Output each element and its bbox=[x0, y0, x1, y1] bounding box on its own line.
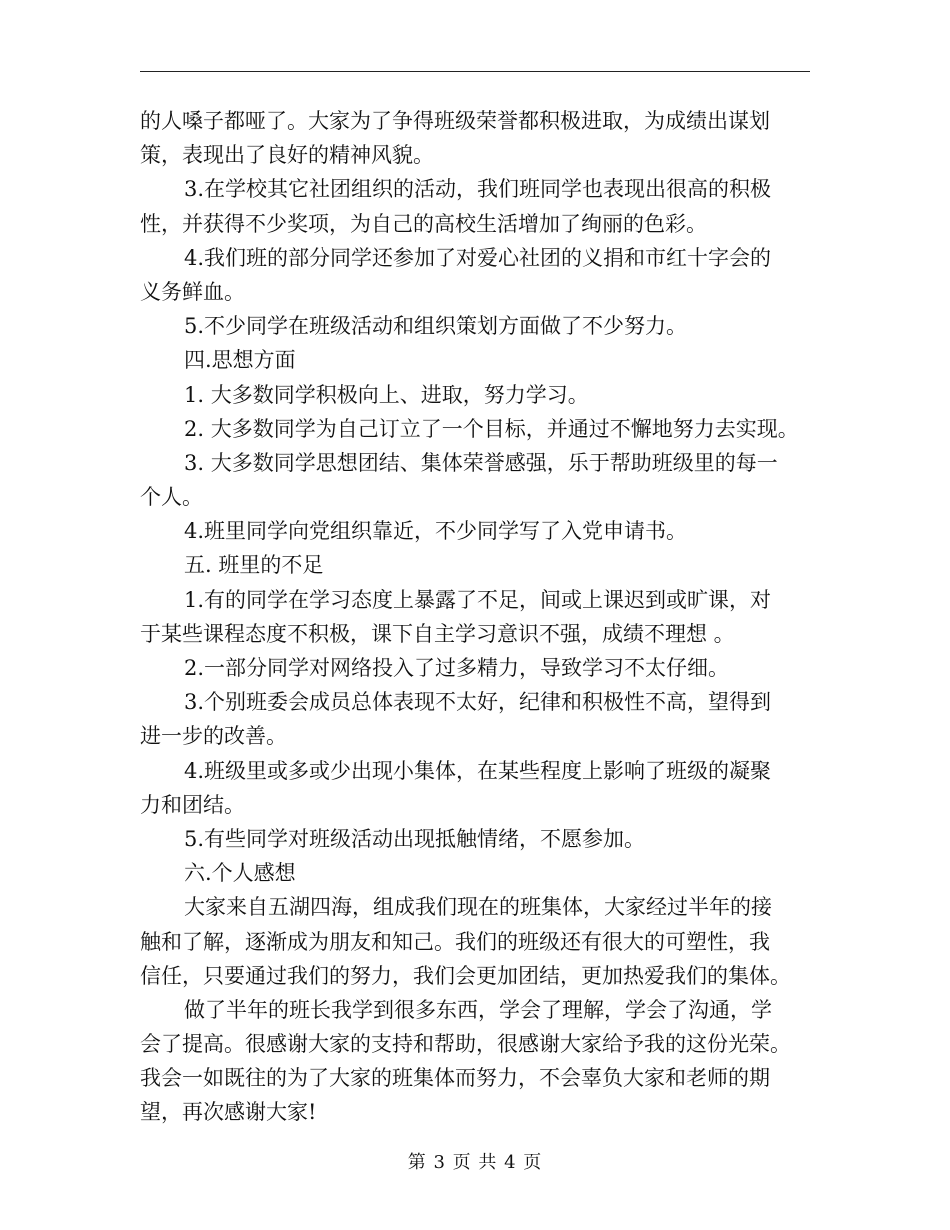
text-line: 4.班级里或多或少出现小集体，在某些程度上影响了班级的凝聚 bbox=[184, 758, 772, 783]
text-line: 3.个别班委会成员总体表现不太好，纪律和积极性不高，望得到 bbox=[184, 690, 772, 715]
text-line: 的人嗓子都哑了。大家为了争得班级荣誉都积极进取，为成绩出谋划 bbox=[140, 109, 770, 133]
text-line: 六.个人感想 bbox=[184, 861, 296, 886]
text-line: 1. 大多数同学积极向上、进取，努力学习。 bbox=[184, 382, 589, 407]
text-line: 3.在学校其它社团组织的活动，我们班同学也表现出很高的积极 bbox=[184, 177, 772, 202]
text-line: 5.有些同学对班级活动出现抵触情绪，不愿参加。 bbox=[184, 826, 646, 851]
text-line: 义务鲜血。 bbox=[140, 279, 245, 304]
text-line: 3. 大多数同学思想团结、集体荣誉感强，乐于帮助班级里的每一 bbox=[184, 450, 778, 475]
text-line: 触和了解，逐渐成为朋友和知己。我们的班级还有很大的可塑性，我 bbox=[140, 929, 770, 954]
text-line: 我会一如既往的为了大家的班集体而努力，不会辜负大家和老师的期 bbox=[140, 1066, 770, 1091]
text-line: 2. 大多数同学为自己订立了一个目标，并通过不懈地努力去实现。 bbox=[184, 416, 799, 441]
body-text bbox=[140, 104, 820, 1130]
header-rule bbox=[140, 71, 810, 72]
text-line: 望，再次感谢大家! bbox=[140, 1100, 317, 1125]
text-line: 会了提高。很感谢大家的支持和帮助，很感谢大家给予我的这份光荣。 bbox=[140, 1032, 791, 1057]
text-line: 进一步的改善。 bbox=[140, 724, 287, 749]
text-line: 做了半年的班长我学到很多东西，学会了理解，学会了沟通，学 bbox=[184, 997, 772, 1022]
text-line: 四.思想方面 bbox=[184, 348, 296, 373]
text-line: 个人。 bbox=[140, 485, 203, 510]
text-line: 五. 班里的不足 bbox=[184, 553, 324, 578]
page-number: 第 3 页 共 4 页 bbox=[407, 1152, 543, 1173]
text-line: 力和团结。 bbox=[140, 792, 245, 817]
text-line: 大家来自五湖四海，组成我们现在的班集体，大家经过半年的接 bbox=[184, 895, 772, 920]
text-line: 于某些课程态度不积极，课下自主学习意识不强，成绩不理想 。 bbox=[140, 621, 735, 646]
text-line: 4.班里同学向党组织靠近，不少同学写了入党申请书。 bbox=[184, 519, 688, 544]
text-line: 2.一部分同学对网络投入了过多精力，导致学习不太仔细。 bbox=[184, 656, 730, 680]
text-line: 信任，只要通过我们的努力，我们会更加团结，更加热爱我们的集体。 bbox=[140, 963, 791, 988]
text-line: 4.我们班的部分同学还参加了对爱心社团的义捐和市红十字会的 bbox=[184, 245, 772, 270]
text-line: 5.不少同学在班级活动和组织策划方面做了不少努力。 bbox=[184, 314, 688, 339]
text-line: 性，并获得不少奖项，为自己的高校生活增加了绚丽的色彩。 bbox=[140, 211, 707, 236]
page-footer bbox=[0, 1148, 950, 1174]
text-line: 策，表现出了良好的精神风貌。 bbox=[140, 143, 434, 168]
text-line: 1.有的同学在学习态度上暴露了不足，间或上课迟到或旷课，对 bbox=[184, 587, 772, 612]
